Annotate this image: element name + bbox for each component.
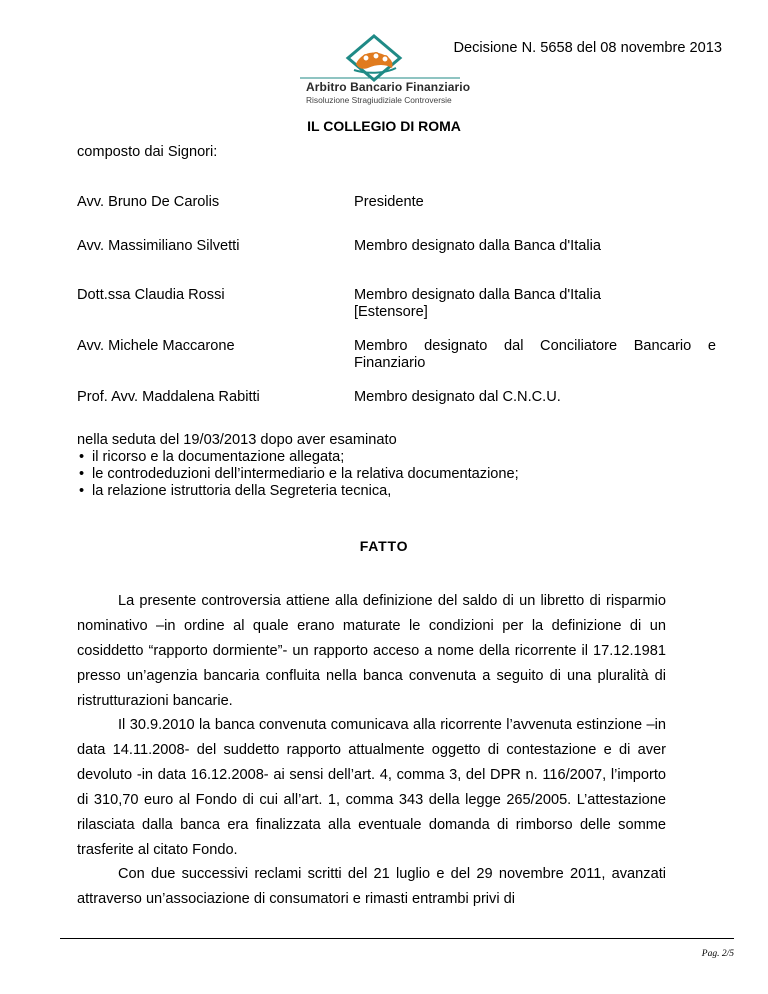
member-role-line: Membro designato dal Conciliatore Bancario e (354, 338, 716, 354)
member-role: Presidente (354, 194, 424, 210)
decision-number: Decisione N. 5658 del 08 novembre 2013 (453, 40, 722, 56)
list-item-text: le controdeduzioni dell’intermediario e la relativa documentazione; (92, 466, 519, 482)
list-item (77, 483, 519, 500)
paragraph: Il 30.9.2010 la banca convenuta comunicava alla ricorrente l’avvenuta estinzione –in data 14.11.2008- del suddetto rapporto attualmente oggetto di contestazione e di aver devoluto -in data 16.12.2008- ai sensi dell’art. 4, comma 3, del DPR n. 116/2007, l’importo di 310,70 euro al Fondo di cui all’art. 1, comma 343 della legge 265/2005. L’attestazione rilasciata dalla banca era finalizzata alla eventuale domanda di rimborso delle somme trasferite al citato Fondo. (77, 717, 666, 858)
list-item-text: il ricorso e la documentazione allegata; (92, 449, 345, 465)
composto-label: composto dai Signori: (77, 144, 218, 160)
member-name: Avv. Michele Maccarone (77, 338, 235, 354)
member-role: Membro designato dal C.N.C.U. (354, 389, 561, 405)
logo-title: Arbitro Bancario Finanziario (306, 80, 471, 94)
list-item-text: la relazione istruttoria della Segreteria tecnica, (92, 483, 392, 499)
section-heading-fatto: FATTO (359, 538, 409, 554)
bullet-icon: • (79, 466, 85, 482)
member-role-line: [Estensore] (354, 304, 428, 320)
footer-divider (60, 938, 734, 939)
member-role-line: Membro designato dalla Banca d'Italia (354, 287, 601, 303)
bullet-icon: • (79, 483, 85, 499)
list-item (77, 466, 519, 483)
bullet-list (77, 449, 519, 500)
member-name: Prof. Avv. Maddalena Rabitti (77, 389, 260, 405)
member-role: Membro designato dalla Banca d'Italia (354, 238, 601, 254)
seduta-text: nella seduta del 19/03/2013 dopo aver esaminato (77, 432, 397, 448)
member-role-line: Finanziario (354, 355, 426, 371)
member-name: Dott.ssa Claudia Rossi (77, 287, 225, 303)
bullet-icon: • (79, 449, 85, 465)
paragraph: La presente controversia attiene alla definizione del saldo di un libretto di risparmio nominativo –in ordine al quale erano maturate le condizioni per la definizione di un cosiddetto “rapporto dormiente”- un rapporto acceso a nome della ricorrente il 17.12.1981 presso un’agenzia bancaria confluita nella banca convenuta a seguito di una pluralità di ristrutturazioni bancarie. (77, 593, 666, 709)
logo-subtitle: Risoluzione Stragiudiziale Controversie (306, 95, 452, 105)
list-item (77, 449, 519, 466)
member-name: Avv. Massimiliano Silvetti (77, 238, 240, 254)
paragraph: Con due successivi reclami scritti del 21 luglio e del 29 novembre 2011, avanzati attraverso un’associazione di consumatori e rimasti entrambi privi di (77, 866, 666, 907)
member-role (354, 338, 716, 372)
collegio-title: IL COLLEGIO DI ROMA (307, 118, 461, 134)
page-number: Pag. 2/5 (701, 949, 734, 959)
member-name: Avv. Bruno De Carolis (77, 194, 220, 210)
member-role (354, 287, 716, 321)
